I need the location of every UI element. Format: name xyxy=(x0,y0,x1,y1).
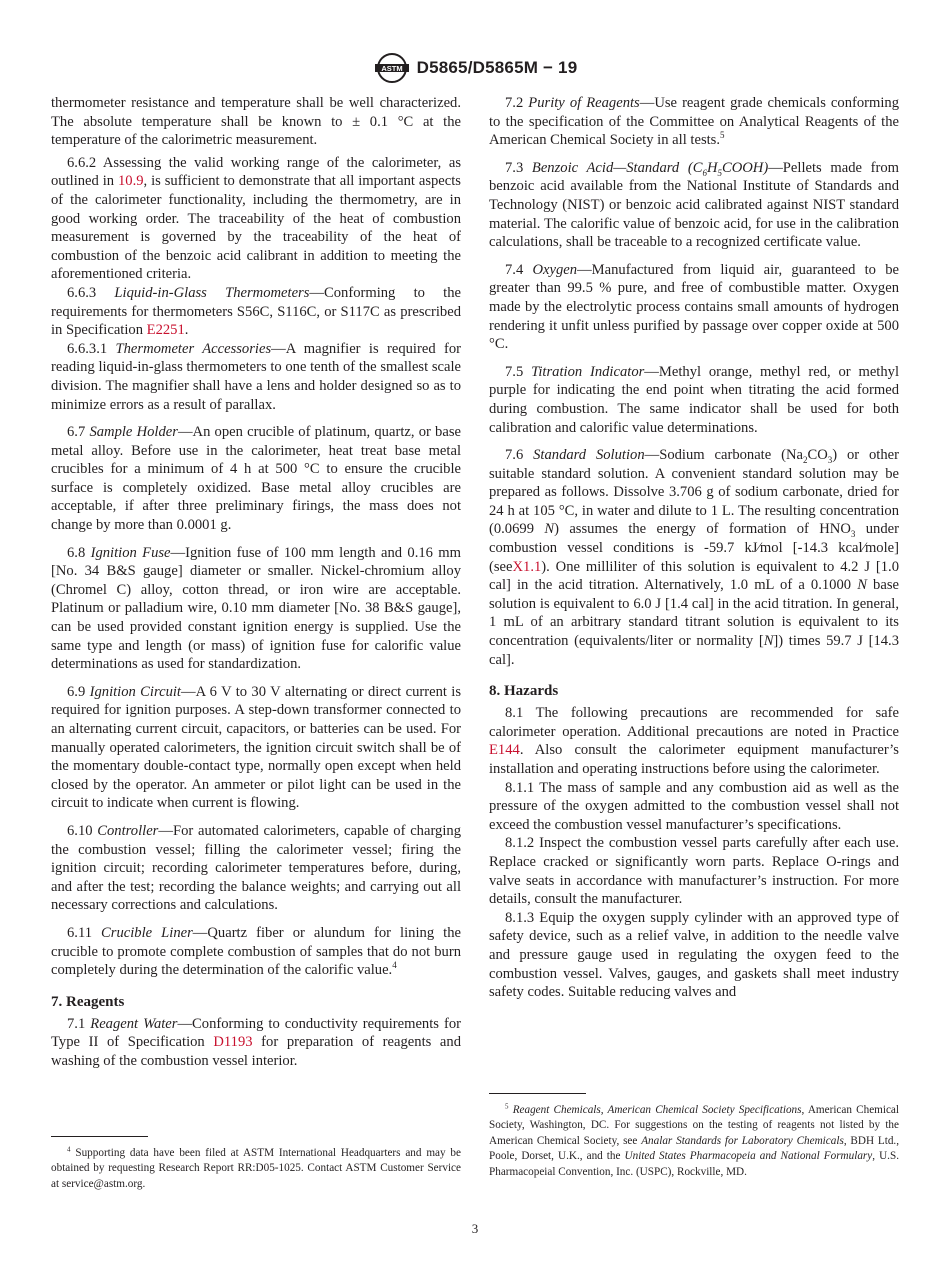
paragraph-7-6: 7.6 Standard Solution—Sodium carbonate $(Na_2CO_3)$ or other suitable standard solution. A convenient standard solution may be prepared as follows. Dissolve 3.706 g of sodium carbonate, dried for 24 h at 105 °C, in water and dilute to 1 L. The resulting concentration (0.0699 N) assumes the energy of formation of $HNO_3$ under combustion vessel conditions is -59.7 kJ⁄mol [-14.3 kcal⁄mole] (seeX1.1). One milliliter of this solution is equivalent to 4.2 J [1.0 cal] in the acid titration. Alternatively, 1.0 mL of a 0.1000 N base solution is equivalent to 6.0 J [1.4 cal] in the acid titration. In general, 1 mL of an arbitrary standard titrant solution is equivalent to its concentration (equivalents/liter or normality [N]) times 59.7 J [14.3 cal]. xyxy=(489,447,899,668)
link-e2251[interactable]: E2251 xyxy=(146,322,185,339)
paragraph-6-7: 6.7 Sample Holder—An open crucible of platinum, quartz, or base metal alloy. Before use in the calorimeter, heat treat base metal crucibles for a minimum of 4 h at 500 °C to ensure the crucible surface is completely oxidized. Base metal alloy crucibles are acceptable, if after three preliminary firings, the mass does not change by more than 0.0001 g. xyxy=(51,424,461,534)
footnote-5: $^5$ Reagent Chemicals, American Chemical Society Specifications, American Chemical Society, Washington, DC. For suggestions on the testing of reagents not listed by the American Chemical Society, see Analar Standards for Laboratory Chemicals, BDH Ltd., Poole, Dorset, U.K., and the United States Pharmacopeia and National Formulary, U.S. Pharmacopeial Convention, Inc. (USPC), Rockville, MD. xyxy=(489,1102,900,1178)
paragraph-8-1: 8.1 The following precautions are recommended for safe calorimeter operation. Additional precautions are noted in Practice E144. Also consult the calorimeter equipment manufacturer’s installation and operating instructions before using the calorimeter. xyxy=(489,705,899,777)
paragraph-6-6-2: 6.6.2 Assessing the valid working range of the calorimeter, as outlined in 10.9, is sufficient to demonstrate that all important aspects of the calorimeter functionality, including the thermometry, are in good working order. The traceability of the heat of combustion measurement is governed by the traceability of the heat of combustion of the benzoic acid calibrant in addition to meeting the aforementioned criteria. xyxy=(51,154,461,283)
link-e144[interactable]: E144 xyxy=(489,742,520,759)
paragraph-7-1: 7.1 Reagent Water—Conforming to conductivity requirements for Type II of Specification D1193 for preparation of reagents and washing of the combustion vessel interior. xyxy=(51,1015,462,1069)
footnote-area-right xyxy=(489,1093,899,1180)
footnote-rule xyxy=(489,1093,586,1094)
paragraph-7-3: 7.3 Benzoic Acid—Standard $(C_6H_5COOH)—Pellets$ made from benzoic acid available from the National Institute of Standards and Technology (NIST) or benzoic acid calibrated against NIST standard material. The calorific value of benzoic acid, for use in the calibration calculations, shall be traceable to a recognized certificate value. xyxy=(489,159,899,251)
paragraph-7-4: 7.4 Oxygen—Manufactured from liquid air, guaranteed to be greater than 99.5 % pure, and free of combustible matter. Oxygen made by the electrolytic process contains small amounts of hydrogen rendering it unfit unless purified by passage over copper oxide at 500 °C. xyxy=(489,261,900,353)
paragraph: thermometer resistance and temperature shall be well characterized. The absolute temperature shall be known to ± 0.1 °C at the temperature of the calorimetric measurement. xyxy=(51,95,461,149)
link-d1193[interactable]: D1193 xyxy=(213,1034,253,1051)
paragraph-6-8: 6.8 Ignition Fuse—Ignition fuse of 100 mm length and 0.16 mm [No. 34 B&S gauge] diameter or smaller. Nickel-chromium alloy (Chromel C) alloy, cotton thread, or iron wire are acceptable. Platinum or palladium wire, 0.10 mm diameter [No. 38 B&S gauge], can be used provided constant ignition energy is supplied. Use the same type and length (or mass) of ignition fuse for calorific value determinations as used for standardization. xyxy=(51,544,461,673)
paragraph-6-9: 6.9 Ignition Circuit—A 6 V to 30 V alternating or direct current is required for ignition purposes. A step-down transformer connected to an alternating current circuit, capacitors, or batteries can be used. For manually operated calorimeters, the ignition circuit switch shall be of the momentary double-contact type, normally open except when held closed by the operator. An ammeter or pilot light can be used in the circuit to indicate when current is flowing. xyxy=(51,683,462,812)
footnote-ref-4[interactable]: 4 xyxy=(392,960,397,971)
paragraph-8-1-1: 8.1.1 The mass of sample and any combustion aid as well as the pressure of the oxygen admitted to the combustion vessel shall not exceed the combustion vessel manufacturer’s specifications. xyxy=(489,779,899,833)
astm-logo-text: ASTM xyxy=(380,64,403,73)
section-heading-hazards: 8. Hazards xyxy=(489,683,559,700)
page-header xyxy=(0,52,950,84)
paragraph-7-2: 7.2 Purity of Reagents—Use reagent grade chemicals conforming to the specification of the Committee on Analytical Reagents of the American Chemical Society in all tests.$^5$ xyxy=(489,95,900,149)
paragraph-8-1-3: 8.1.3 Equip the oxygen supply cylinder with an approved type of safety device, such as a relief valve, in addition to the needle valve and pressure gauge used in regulating the oxygen feed to the combustion vessel. Valves, gauges, and gaskets shall meet industry safety codes. Suitable reducing valves and xyxy=(489,909,899,1001)
standard-designation: D5865/D5865M − 19 xyxy=(416,58,578,77)
page-number: 3 xyxy=(471,1221,479,1236)
paragraph-7-5: 7.5 Titration Indicator—Methyl orange, methyl red, or methyl purple for indicating the end point when titrating the acid formed during combustion. The same indicator shall be used for both calibration and calorific value determinations. xyxy=(489,363,899,436)
footnote-area-left xyxy=(51,1136,461,1192)
footnote-4: $^4$ Supporting data have been filed at ASTM International Headquarters and may be obtained by requesting Research Report RR:D05-1025. Contact ASTM Customer Service at service@astm.org. xyxy=(51,1145,461,1190)
link-x1-1[interactable]: X1.1 xyxy=(512,558,542,575)
left-column xyxy=(51,94,461,1071)
astm-logo-icon xyxy=(373,52,411,84)
link-10-9[interactable]: 10.9 xyxy=(117,173,144,190)
footnote-rule xyxy=(51,1136,148,1137)
paragraph-8-1-2: 8.1.2 Inspect the combustion vessel parts carefully after each use. Replace cracked or significantly worn parts. Replace O-rings and valve seats in accordance with manufacturer’s instruction. For more details, consult the manufacturer. xyxy=(489,835,899,908)
paragraph-6-6-3-1: 6.6.3.1 Thermometer Accessories—A magnifier is required for reading liquid-in-glass thermometers to one tenth of the smallest scale division. The magnifier shall have a lens and holder designed so as to minimize errors as a result of parallax. xyxy=(51,340,461,413)
paragraph-6-10: 6.10 Controller—For automated calorimeters, capable of charging the combustion vessel; filling the calorimeter vessel; firing the ignition circuit; recording calorimeter temperatures before, during, and after the test; recording the balance weights; and carrying out all necessary corrections and calculations. xyxy=(51,822,462,914)
right-column xyxy=(489,94,899,1002)
paragraph-6-6-3: 6.6.3 Liquid-in-Glass Thermometers—Conforming to the requirements for thermometers S56C, S116C, or S117C as prescribed in Specification E2251. xyxy=(51,284,461,339)
footnote-ref-5[interactable]: 5 xyxy=(720,130,725,141)
section-heading-reagents: 7. Reagents xyxy=(51,993,125,1010)
paragraph-6-11: 6.11 Crucible Liner—Quartz fiber or alundum for lining the crucible to promote complete combustion of samples that do not burn completely during the determination of the calorific value.$^4$ xyxy=(51,924,461,979)
